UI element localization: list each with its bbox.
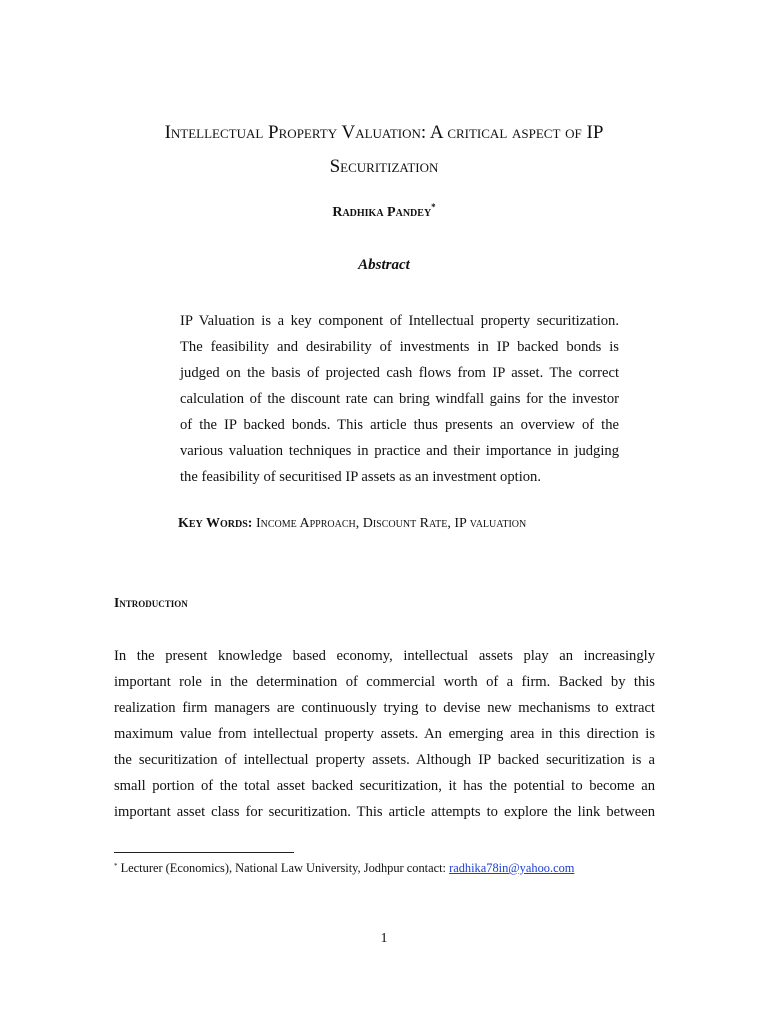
abstract-line: the feasibility of securitised IP assets as an investment option. bbox=[180, 469, 541, 485]
author-name: Radhika Pandey bbox=[332, 205, 432, 220]
keywords-value: Income Approach, Discount Rate, IP valuation bbox=[255, 516, 527, 531]
body-line: important role in the determination of commercial worth of a firm. Backed by this bbox=[114, 674, 655, 690]
keywords bbox=[178, 516, 526, 532]
abstract-heading: Abstract bbox=[358, 257, 410, 273]
body-line: small portion of the total asset backed securitization, it has the potential to become an bbox=[114, 778, 655, 794]
paper-title-line-1: Intellectual Property Valuation: A critical aspect of IP bbox=[164, 122, 604, 143]
abstract-line: judged on the basis of projected cash flows from IP asset. The correct bbox=[180, 365, 619, 381]
page-number: 1 bbox=[380, 931, 388, 946]
abstract-body bbox=[180, 308, 619, 490]
body-line: In the present knowledge based economy, intellectual assets play an increasingly bbox=[114, 648, 655, 664]
author-footnote-marker: * bbox=[431, 202, 436, 212]
author-line bbox=[0, 202, 768, 221]
body-line: maximum value from intellectual property assets. An emerging area in this direction is bbox=[114, 726, 655, 742]
footnote-text: Lecturer (Economics), National Law University, Jodhpur contact: bbox=[120, 861, 450, 875]
abstract-line: The feasibility and desirability of investments in IP backed bonds is bbox=[180, 339, 619, 355]
introduction-body bbox=[114, 643, 655, 825]
body-line: realization firm managers are continuously trying to devise new mechanisms to extract bbox=[114, 700, 655, 716]
body-line: important asset class for securitization. This article attempts to explore the link between bbox=[114, 804, 655, 820]
paper-title-line-2: Securitization bbox=[329, 156, 439, 177]
paper-title bbox=[60, 116, 708, 184]
keywords-label: Key Words: bbox=[178, 516, 253, 531]
abstract-line: calculation of the discount rate can bring windfall gains for the investor bbox=[180, 391, 619, 407]
abstract-line: IP Valuation is a key component of Intellectual property securitization. bbox=[180, 313, 619, 329]
footnote-email-link[interactable]: radhika78in@yahoo.com bbox=[449, 861, 575, 875]
abstract-line: various valuation techniques in practice and their importance in judging bbox=[180, 443, 619, 459]
footnote bbox=[114, 861, 574, 876]
footnote-marker: * bbox=[114, 862, 118, 870]
abstract-line: of the IP backed bonds. This article thus presents an overview of the bbox=[180, 417, 619, 433]
body-line: the securitization of intellectual property assets. Although IP backed securitization is a bbox=[114, 752, 655, 768]
footnote-separator bbox=[114, 852, 294, 853]
introduction-heading: Introduction bbox=[114, 595, 188, 610]
